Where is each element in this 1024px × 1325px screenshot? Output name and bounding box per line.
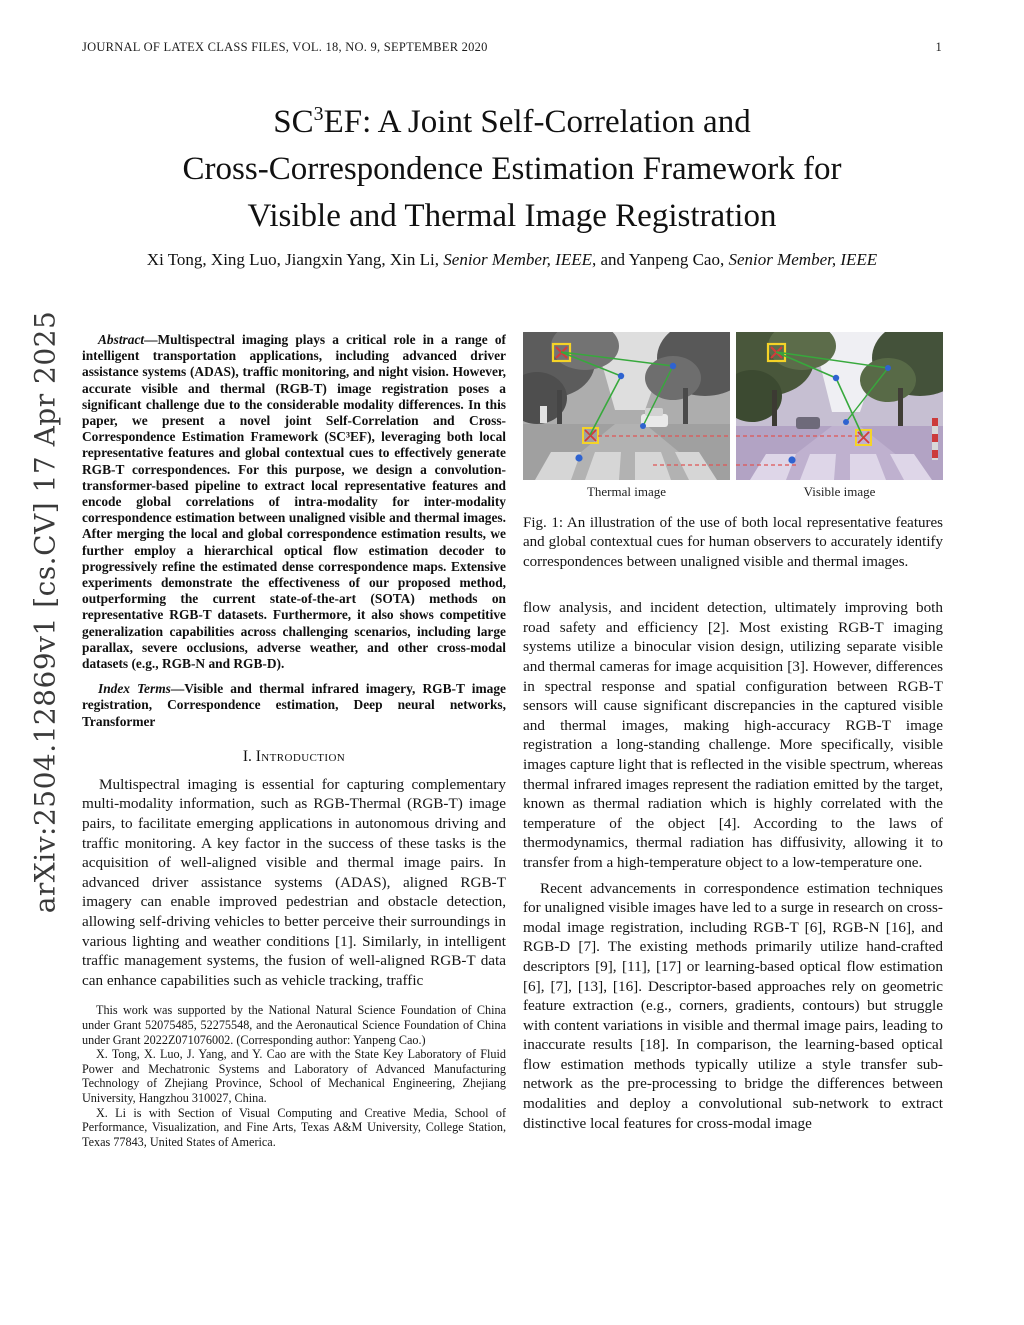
footnote-affiliation-1: X. Tong, X. Luo, J. Yang, and Y. Cao are with the State Key Laboratory of Fluid Power and Mechatronic Systems and Laboratory of Advanced Manufacturing Technology of Zhejiang Province, School of Mechanical Engineering, Zhejiang University, Hangzhou 310027, China. (82, 1047, 506, 1105)
thermal-image (523, 332, 730, 480)
thermal-image-label: Thermal image (586, 484, 667, 499)
visible-scene-graphic (736, 332, 943, 480)
author-membership: Senior Member, IEEE (728, 250, 878, 269)
section-title: Introduction (255, 747, 346, 765)
index-terms-text: —Visible and thermal infrared imagery, RGB-T image registration, Correspondence estimation, Deep neural networks, Transformer (82, 681, 506, 729)
left-column (82, 332, 506, 1272)
footnote-affiliation-2: X. Li is with Section of Visual Computing and Creative Media, School of Performance, Visualization, and Fine Arts, Texas A&M University, College Station, Texas 77843, United States of America. (82, 1105, 506, 1149)
paper-title-line2: Cross-Correspondence Estimation Framework for (182, 151, 842, 187)
title-text: SC (273, 104, 314, 140)
running-head-journal: JOURNAL OF LATEX CLASS FILES, VOL. 18, NO. 9, SEPTEMBER 2020 (82, 40, 488, 54)
running-head (82, 40, 942, 55)
figure-1 (523, 332, 943, 480)
body-paragraph-flow-analysis: flow analysis, and incident detection, ultimately improving both road safety and efficiency [2]. Most existing RGB-T imaging systems utilize a binocular vision design, utilizing separate visible and thermal cameras for image acquisition [3]. However, differences in spectral response and spatial configuration between RGB-T sensors will cause significant discrepancies in the captured visible and thermal images, making high-accuracy RGB-T image registration a long-standing challenge. More specifically, visible images capture light that is reflected in the visible spectrum, whereas thermal infrared images represent the radiation emitted by the target, known as thermal radiation which is highly correlated with the temperature of the object [4]. According to the laws of thermodynamics, thermal radiation has diffusivity, allowing it to transfer from a high-temperature object to a low-temperature one. (523, 599, 943, 871)
body-paragraph-recent-advancements: Recent advancements in correspondence estimation techniques for unaligned visible images have led to a surge in research on cross-modal image registration, including RGB-T [6], RGB-N [16], and RGB-D [7]. The existing methods primarily utilize hand-crafted descriptors [9], [11], [17] or learning-based optical flow estimation [6], [7], [13], [16]. Descriptor-based approaches rely on geometric feature extraction (e.g., corners, gradients, contours) but struggle with content variations in visible and thermal image pairs, leading to inaccurate results [18]. In comparison, the learning-based optical flow estimation methods typically utilize a style transfer sub-network as the pre-processing to bridge the differences between modalities and deploy a convolutional sub-network to extract distinctive local features for cross-modal image (523, 879, 943, 1132)
figure-1-caption: Fig. 1: An illustration of the use of both local representative features and global contextual cues for human observers to accurately identify correspondences between unaligned visible and thermal images. (523, 515, 943, 570)
index-terms-label: Index Terms (98, 681, 171, 697)
authors-line (62, 250, 962, 270)
figure-1-sublabels (523, 484, 943, 500)
running-head-page-number: 1 (935, 40, 942, 54)
visible-image (736, 332, 943, 480)
section-heading-introduction (82, 748, 506, 766)
author-names: , and Yanpeng Cao, (592, 250, 729, 269)
section-number: I. (242, 747, 252, 765)
title-text: EF: A Joint Self-Correlation and (323, 104, 751, 140)
title-superscript: 3 (313, 103, 324, 125)
first-page-footnote (82, 1003, 506, 1149)
paper-title-line3: Visible and Thermal Image Registration (247, 198, 777, 234)
thermal-scene-graphic (523, 332, 730, 480)
index-terms-paragraph (82, 681, 506, 730)
right-column (523, 332, 943, 1272)
footnote-funding: This work was supported by the National Natural Science Foundation of China under Grant 52075485, 52275548, and the Aeronautical Science Foundation of China under Grant 2022Z071076002. (Corresponding author: Yanpeng Cao.) (82, 1003, 506, 1047)
abstract-text: —Multispectral imaging plays a critical role in a range of intelligent transportation applications, including advanced driver assistance systems (ADAS), traffic monitoring, and night vision. However, accurate visible and thermal (RGB-T) image registration poses a significant challenge due to the considerable modality differences. In this paper, we present a novel joint Self-Correlation and Cross-Correspondence Estimation Framework (SC³EF), leveraging both local representative features and global contextual cues to effectively generate RGB-T correspondences. For this purpose, we design a convolution-transformer-based pipeline to extract local representative features and encode global correlations of intra-modality for inter-modality correspondence estimation between unaligned visible and thermal images. After merging the local and global correspondence estimation results, we further employ a hierarchical optical flow estimation decoder to progressively refine the estimated dense correspondence maps. Extensive experiments demonstrate the effectiveness of our proposed method, outperforming the current state-of-the-art (SOTA) methods on representative RGB-T datasets. Furthermore, it also shows competitive generalization capabilities across challenging scenarios, including large parallax, severe occlusions, adverse weather, and other cross-modal datasets (e.g., RGB-N and RGB-D). (82, 332, 506, 672)
author-names: Xi Tong, Xing Luo, Jiangxin Yang, Xin Li, (146, 250, 444, 269)
abstract-label: Abstract (98, 332, 145, 347)
abstract-paragraph (82, 332, 506, 672)
introduction-paragraph: Multispectral imaging is essential for capturing complementary multi-modality information, such as RGB-Thermal (RGB-T) image pairs, to facilitate emerging applications in autonomous driving and traffic monitoring. A key factor in the success of these tasks is the acquisition of well-aligned visible and thermal image pairs. In advanced driver assistance systems (ADAS), aligned RGB-T imagery can enable improved pedestrian and obstacle detection, allowing self-driving vehicles to better perceive their surroundings in various lighting and weather conditions [1]. Similarly, in intelligent traffic management systems, the fusion of well-aligned RGB-T data can enhance capabilities such as vehicle tracking, traffic (82, 775, 506, 989)
arxiv-watermark: arXiv:2504.12869v1 [cs.CV] 17 Apr 2025 (28, 310, 62, 914)
paper-title (82, 99, 942, 240)
visible-image-label: Visible image (803, 484, 876, 499)
paper-title-line1 (82, 99, 942, 146)
author-membership: Senior Member, IEEE (443, 250, 592, 269)
